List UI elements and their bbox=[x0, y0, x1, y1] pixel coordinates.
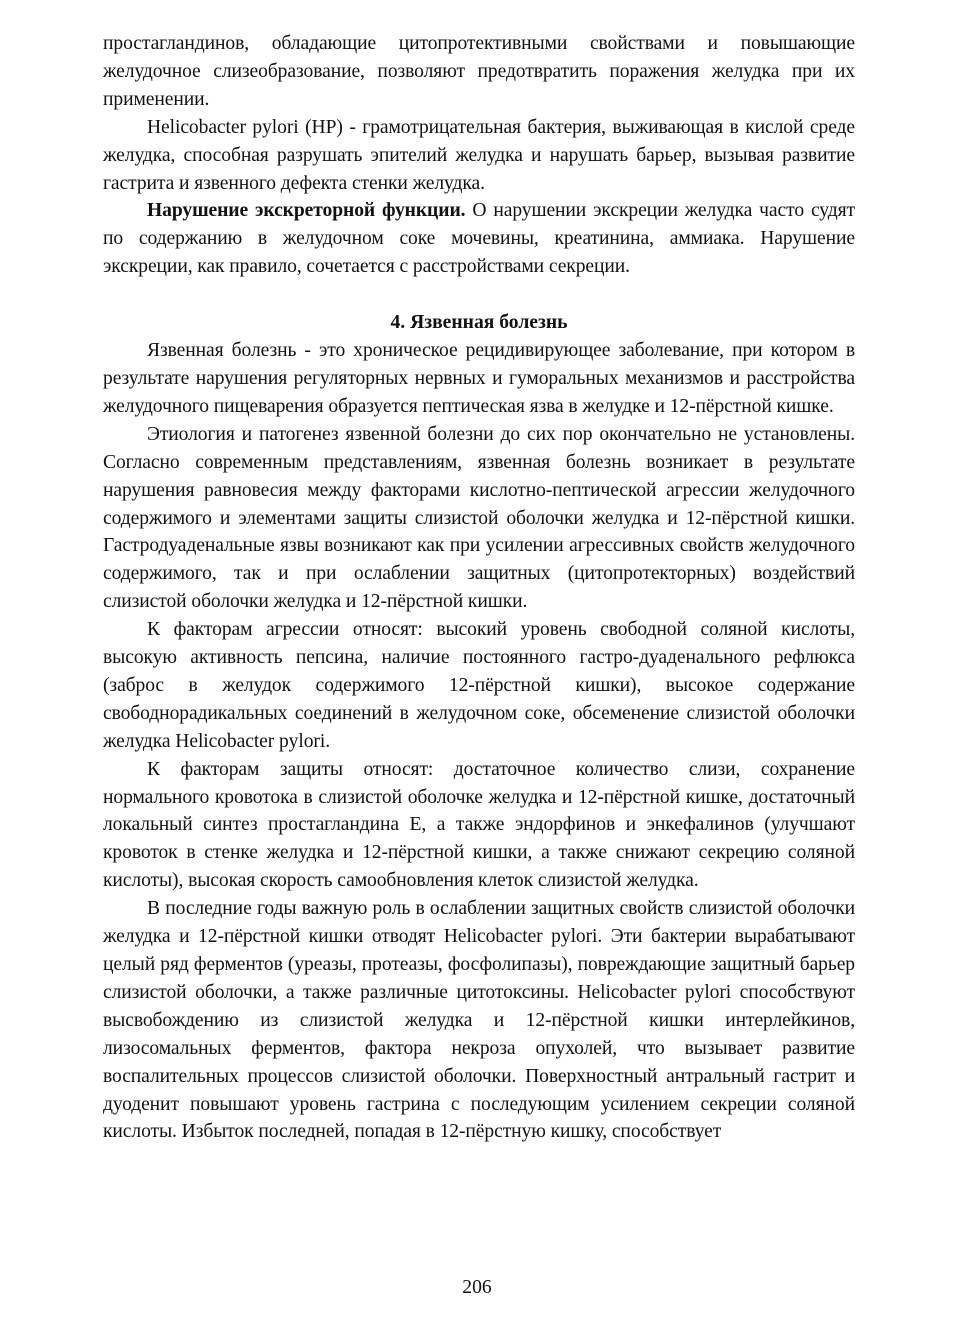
paragraph-excretory-function bbox=[103, 197, 855, 281]
paragraph-etiology: Этиология и патогенез язвенной болезни до сих пор окончательно не установлены. Согласно современным представлениям, язвенная болезнь возникает в результате нарушения равновесия между факторами кислотно-пептической агрессии желудочного содержимого и элементами защиты слизистой оболочки желудка и 12-пёрстной кишки. Гастродуаденальные язвы возникают как при усилении агрессивных свойств желудочного содержимого, так и при ослаблении защитных (цитопротекторных) воздействий слизистой оболочки желудка и 12-пёрстной кишки. bbox=[103, 423, 855, 613]
paragraph-ulcer-definition: Язвенная болезнь - это хроническое рецидивирующее заболевание, при котором в результате нарушения регуляторных нервных и гуморальных механизмов и расстройства желудочного пищеварения образуется пептическая язва в желудке и 12-пёрстной кишке. bbox=[103, 340, 855, 417]
paragraph-aggression-factors: К факторам агрессии относят: высокий уровень свободной соляной кислоты, высокую активность пепсина, наличие постоянного гастро-дуаденального рефлюкса (заброс в желудок содержимого 12-пёрстной кишки), высокое содержание свободнорадикальных соединений в желудочном соке, обсеменение слизистой оболочки желудка Helicobacter pylori. bbox=[103, 619, 855, 752]
paragraph-helicobacter: Helicobacter pylori (HP) - грамотрицательная бактерия, выживающая в кислой среде желудка, способная разрушать эпителий желудка и нарушать барьер, вызывая развитие гастрита и язвенного дефекта стенки желудка. bbox=[103, 116, 855, 194]
page-body bbox=[103, 30, 855, 1146]
page-number: 206 bbox=[462, 1277, 492, 1298]
excretory-function-term: Нарушение экскреторной функции. bbox=[147, 200, 466, 222]
paragraph-helicobacter-role: В последние годы важную роль в ослаблении защитных свойств слизистой оболочки желудка и 12-пёрстной кишки отводят Helicobacter pylori. Эти бактерии вырабатывают целый ряд ферментов (уреазы, протеазы, фосфолипазы), повреждающие защитный барьер слизистой оболочки, а также различные цитотоксины. Helicobacter pylori способствуют высвобождению из слизистой желудка и 12-пёрстной кишки интерлейкинов, лизосомальных ферментов, фактора некроза опухолей, что вызывает развитие воспалительных процессов слизистой оболочки. Поверхностный антральный гастрит и дуоденит повышают уровень гастрина с последующим усилением секреции соляной кислоты. Избыток последней, попадая в 12-пёрстную кишку, способствует bbox=[103, 898, 855, 1143]
paragraph-prostaglandins: простагландинов, обладающие цитопротективными свойствами и повышающие желудочное слизеобразование, позволяют предотвратить поражения желудка при их применении. bbox=[103, 33, 855, 110]
excretory-function-text: О нарушении экскреции желудка часто судят по содержанию в желудочном соке мочевины, креатинина, аммиака. Нарушение экскреции, как правило, сочетается с расстройствами секреции. bbox=[103, 200, 855, 278]
paragraph-protection-factors: К факторам защиты относят: достаточное количество слизи, сохранение нормального кровотока в слизистой оболочке желудка и 12-пёрстной кишке, достаточный локальный синтез простагландина Е, а также эндорфинов и энкефалинов (улучшают кровоток в стенке желудка и 12-пёрстной кишки, а также снижают секрецию соляной кислоты), высокая скорость самообновления клеток слизистой желудка. bbox=[103, 758, 855, 892]
section-heading: 4. Язвенная болезнь bbox=[390, 312, 568, 334]
